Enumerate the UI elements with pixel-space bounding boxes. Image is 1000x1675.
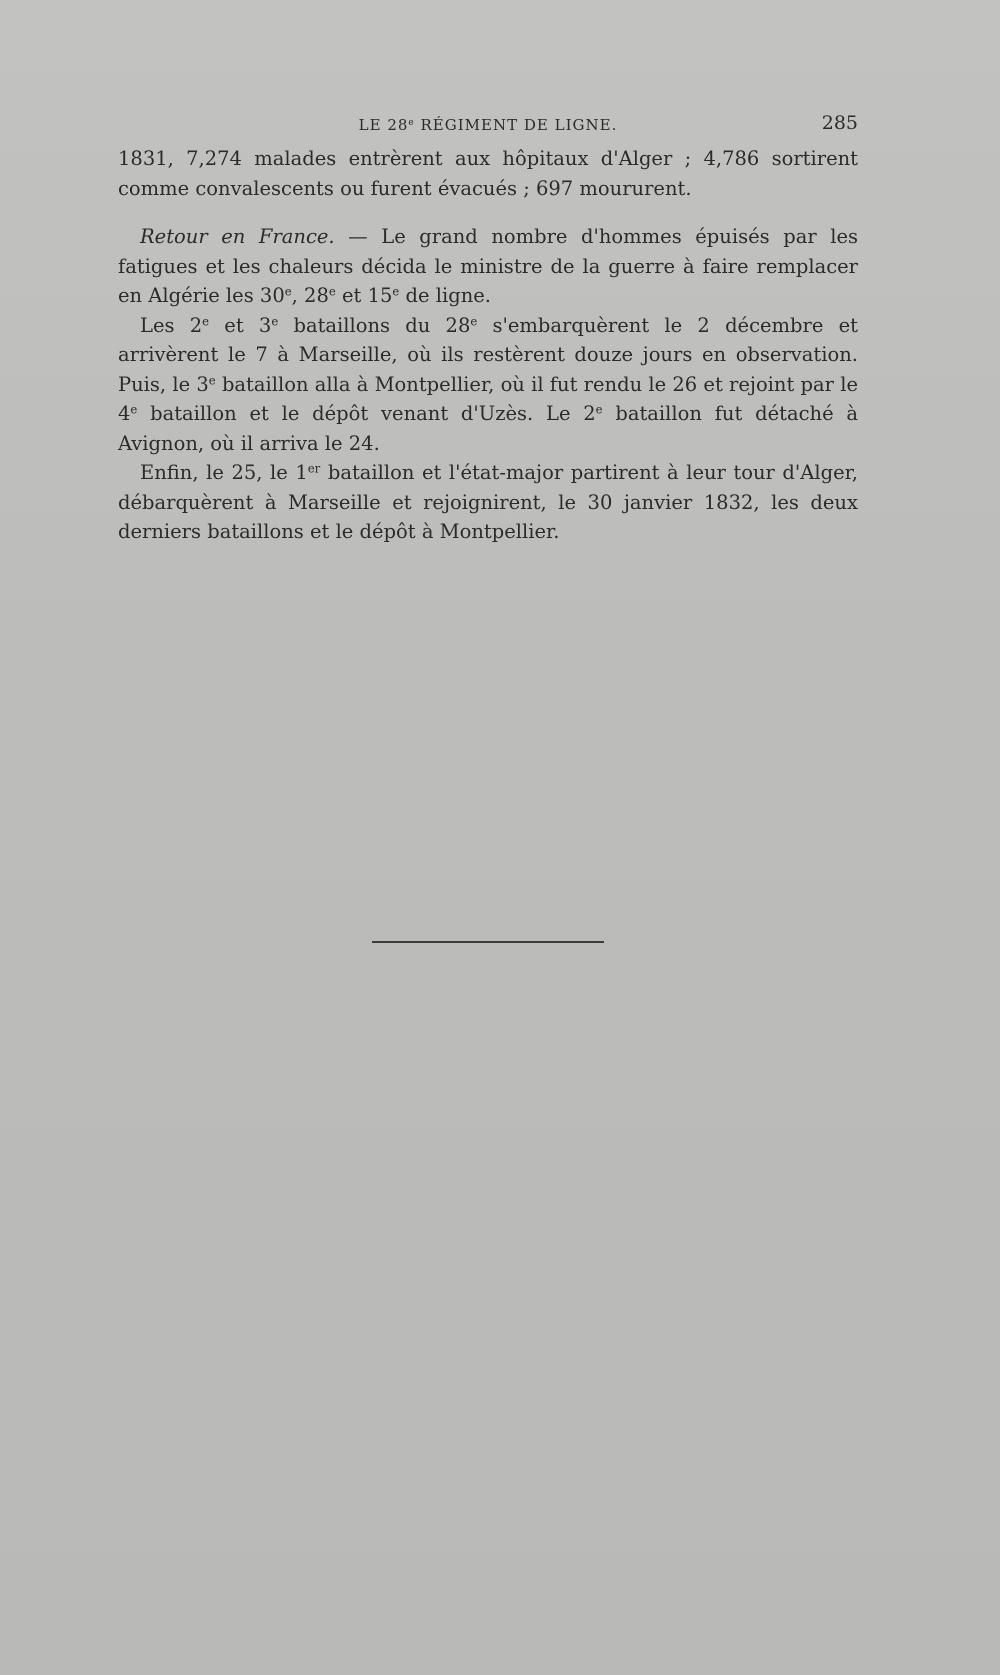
paragraph-return-to-france-text: — Le grand nombre d'hommes épuisés par les fatigues et les chaleurs décida le ministre de la guerre à faire remplacer en Algérie les 30e, 28e et 15e de ligne. — [118, 225, 858, 307]
paragraph-hospital-statistics: 1831, 7,274 malades entrèrent aux hôpitaux d'Alger ; 4,786 sortirent comme convalescents ou furent évacués ; 697 moururent. — [118, 147, 858, 200]
running-title: LE 28e RÉGIMENT DE LIGNE. — [358, 116, 618, 134]
paragraph-return-of-first-battalion: Enfin, le 25, le 1er bataillon et l'état-major partirent à leur tour d'Alger, débarquèrent à Marseille et rejoignirent, le 30 janvier 1832, les deux derniers bataillons et le dépôt à Montpellier. — [118, 461, 858, 543]
closing-rule — [372, 941, 604, 943]
running-header — [118, 112, 858, 140]
page-number: 285 — [821, 112, 858, 134]
paragraph-return-to-france — [118, 222, 858, 311]
section-heading-return-to-france: Retour en France. — [140, 225, 335, 248]
paragraph-battalions-embark: Les 2e et 3e bataillons du 28e s'embarquèrent le 2 décembre et arrivèrent le 7 à Marseille, où ils restèrent douze jours en observation. Puis, le 3e bataillon alla à Montpellier, où il fut rendu le 26 et rejoint par le 4e bataillon et le dépôt venant d'Uzès. Le 2e bataillon fut détaché à Avignon, où il arriva le 24. — [118, 313, 859, 455]
body-text — [118, 144, 858, 547]
